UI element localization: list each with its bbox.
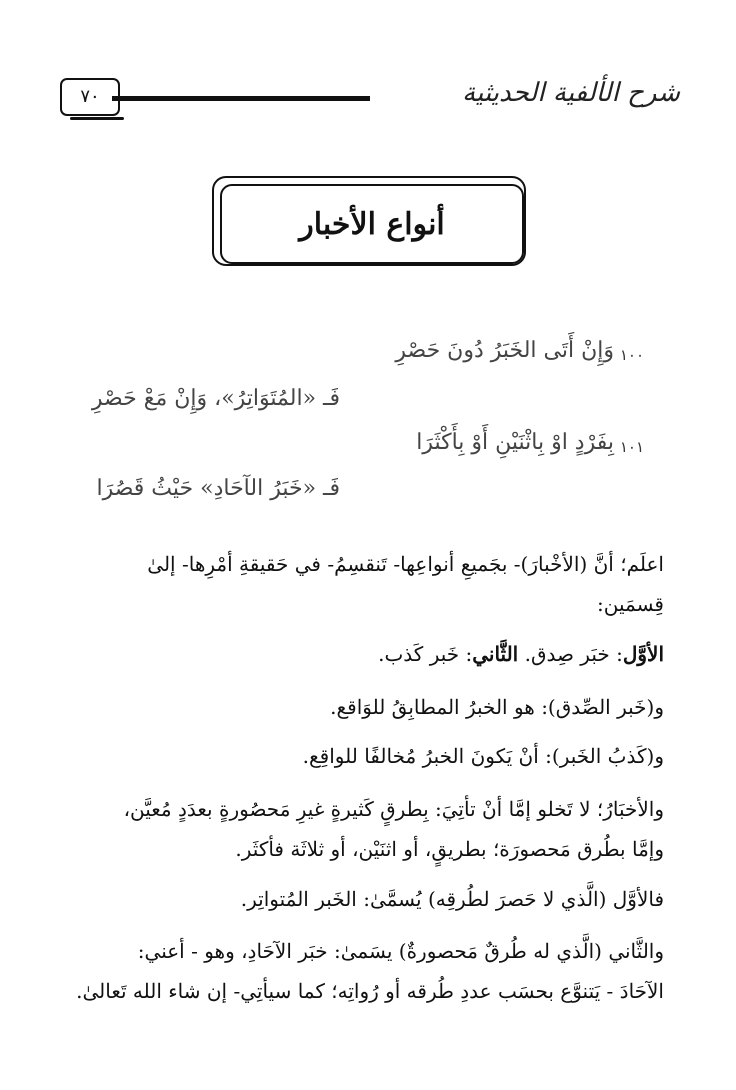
paragraph-line: فالأوَّل (الَّذي لا حَصرَ لطُرقِه) يُسمَّىٰ: الخَبر المُتواتِر. bbox=[240, 887, 664, 911]
paragraph-line: الآحَادَ - يَتنوَّع بحسَب عددِ طُرقه أو رُواتِه؛ كما سيأتِي- إن شاء الله تَعالىٰ. bbox=[76, 979, 664, 1003]
paragraph-line: اعلَم؛ أنَّ (الأخْبارَ)- بجَميعِ أنواعِها- تَنقسِمُ- في حَقيقةِ أمْرِها- إلىٰ bbox=[147, 552, 664, 576]
running-header bbox=[60, 72, 680, 122]
verse-hemistich: وَإِنْ أَتَى الخَبَرُ دُونَ حَصْرِ bbox=[395, 338, 614, 363]
paragraph-line bbox=[64, 635, 664, 673]
paragraph-line: قِسمَين: bbox=[597, 592, 664, 616]
book-title: شرح الألفية الحديثية bbox=[462, 78, 680, 108]
page-number: ٧٠ bbox=[60, 78, 120, 116]
verse-number: ١٠١ bbox=[619, 438, 644, 456]
first-label: الأوَّل bbox=[622, 642, 664, 666]
verse-number: ١٠٠ bbox=[619, 346, 644, 364]
paragraph-line: و(خَبر الصِّدق): هو الخبرُ المطابِقُ للوَاقع. bbox=[330, 695, 664, 719]
second-label: الثَّاني bbox=[472, 642, 519, 666]
first-text: : خبَر صِدق. bbox=[518, 642, 623, 666]
verse-hemistich: بِفَرْدٍ اوْ بِاثْنَيْنِ أَوْ بِأَكْثَرَا bbox=[416, 430, 614, 455]
verse-hemistich: فَـ «المُتَوَاتِرُ»، وَإِنْ مَعْ حَصْرِ bbox=[91, 386, 340, 411]
verse-hemistich: فَـ «خَبَرُ الآحَادِ» حَيْثُ قَصُرَا bbox=[96, 476, 340, 501]
paragraph-line: وإمَّا بطُرق مَحصورَة؛ بطريقٍ، أو اثنَيْن، أو ثلاثَة فأكثَر. bbox=[235, 837, 664, 861]
chapter-title-frame bbox=[212, 176, 526, 266]
paragraph-line: والثَّاني (الَّذي له طُرقٌ مَحصورةٌ) يسَمىٰ: خبَر الآحَادِ، وهو - أعني: bbox=[137, 939, 664, 963]
paragraph-line: و(كَذبُ الخَبر): أنْ يَكونَ الخبرُ مُخالفًا للواقِع. bbox=[302, 744, 664, 768]
paragraph-line: والأخبَارُ؛ لا تَخلو إمَّا أنْ تأتِيَ: بِطرقٍ كَثيرةٍ غيرِ مَحصُورةٍ بعدَدٍ مُعيَّن، bbox=[123, 797, 664, 821]
chapter-title: أنواع الأخبار bbox=[220, 184, 524, 264]
second-text: : خَبر كَذب. bbox=[378, 642, 473, 666]
header-rule bbox=[112, 96, 370, 101]
